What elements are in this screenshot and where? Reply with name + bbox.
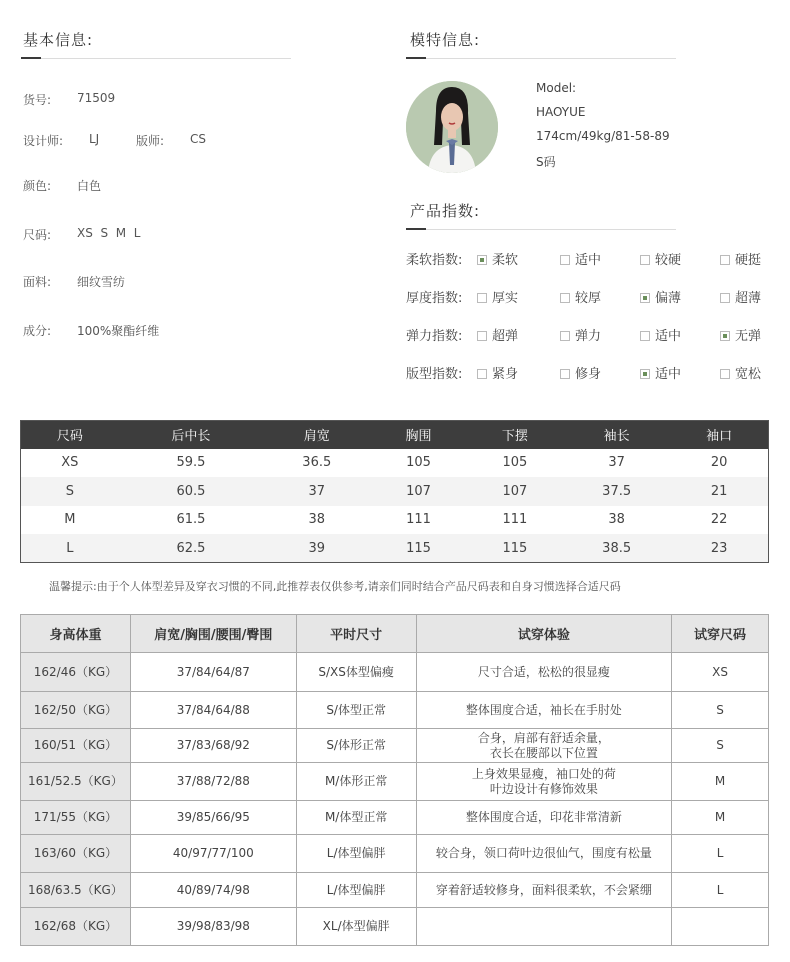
table-row xyxy=(21,506,769,535)
sizes-value: XS S M L xyxy=(77,226,141,240)
table-cell: 168/63.5（KG） xyxy=(21,873,131,908)
size-table-header xyxy=(21,421,769,449)
table-cell: 38 xyxy=(308,512,326,528)
table-cell: 40/97/77/100 xyxy=(130,835,296,873)
index-option-label: 硬挺 xyxy=(735,253,762,268)
checked-box-icon xyxy=(477,255,487,265)
table-cell: 39/85/66/95 xyxy=(130,801,296,835)
table-cell: 37 xyxy=(263,477,370,506)
table-row xyxy=(21,801,769,835)
table-cell xyxy=(416,908,672,946)
index-option-label: 较厚 xyxy=(575,291,602,306)
basic-info-title: 基本信息: xyxy=(23,31,94,49)
table-cell: 59.5 xyxy=(176,455,206,471)
index-row-label: 弹力指数: xyxy=(406,329,463,344)
size-table-header-cell: 尺码 xyxy=(21,421,119,449)
unchecked-box-icon xyxy=(720,369,730,379)
table-row xyxy=(21,835,769,873)
index-option-label: 宽松 xyxy=(735,367,762,382)
table-cell: 107 xyxy=(370,477,466,506)
try-on-header-cell: 肩宽/胸围/腰围/臀围 xyxy=(130,615,296,653)
table-cell: 40/89/74/98 xyxy=(130,873,296,908)
unchecked-box-icon xyxy=(640,255,650,265)
color-value: 白色 xyxy=(77,179,102,193)
index-option-label: 超弹 xyxy=(492,329,519,344)
unchecked-box-icon xyxy=(560,293,570,303)
table-cell: 37/84/64/87 xyxy=(130,653,296,692)
table-cell xyxy=(416,801,672,835)
composition-value: 100%聚酯纤维 xyxy=(77,324,160,338)
color-label: 颜色: xyxy=(23,179,52,193)
table-cell: 162/50（KG） xyxy=(21,692,131,729)
unchecked-box-icon xyxy=(560,255,570,265)
product-index-divider xyxy=(406,229,676,230)
table-cell: M/体型正常 xyxy=(296,801,416,835)
size-tip: 温馨提示:由于个人体型差异及穿衣习惯的不同,此推荐表仅供参考,请亲们同时结合产品尺码表和自身习惯选择合适尺码 xyxy=(49,580,621,593)
try-on-feedback-line: 合身，肩部有舒适余量， xyxy=(477,730,610,745)
table-row xyxy=(21,534,769,563)
size-table-header-cell: 肩宽 xyxy=(263,421,370,449)
unchecked-box-icon xyxy=(720,255,730,265)
table-cell: 105 xyxy=(406,455,431,471)
model-name: HAOYUE xyxy=(536,105,586,119)
basic-info-divider xyxy=(21,58,291,59)
unchecked-box-icon xyxy=(477,369,487,379)
table-cell: 37 xyxy=(608,455,625,471)
size-table xyxy=(20,420,769,563)
model-measurements: 174cm/49kg/81-58-89 xyxy=(536,129,670,143)
index-option-label: 无弹 xyxy=(735,329,762,344)
table-row xyxy=(21,729,769,763)
index-option xyxy=(640,249,681,268)
item-no-value: 71509 xyxy=(77,91,116,105)
size-table-header-cell: 袖口 xyxy=(670,421,768,449)
designer-value: LJ xyxy=(89,132,100,146)
table-cell: 111 xyxy=(406,512,431,528)
table-cell: 37/88/72/88 xyxy=(130,763,296,801)
index-option-label: 紧身 xyxy=(492,367,519,382)
index-option xyxy=(720,325,761,344)
unchecked-box-icon xyxy=(720,293,730,303)
try-on-feedback-line: 整体围度合适，印花非常清新 xyxy=(465,810,622,824)
table-cell: L xyxy=(21,534,119,563)
try-on-feedback-line: 上身效果显瘦，袖口处的荷 xyxy=(471,766,616,781)
unchecked-box-icon xyxy=(477,293,487,303)
table-cell: 162/68（KG） xyxy=(21,908,131,946)
table-cell: XS xyxy=(672,653,769,692)
sizes-label: 尺码: xyxy=(23,228,52,242)
table-cell: 37/83/68/92 xyxy=(130,729,296,763)
index-row-label: 版型指数: xyxy=(406,367,463,382)
checked-box-icon xyxy=(640,293,650,303)
table-cell: 37.5 xyxy=(563,477,670,506)
table-cell: 38.5 xyxy=(563,534,670,563)
checked-box-icon xyxy=(720,331,730,341)
unchecked-box-icon xyxy=(560,331,570,341)
table-cell: 115 xyxy=(370,534,466,563)
index-option-label: 适中 xyxy=(575,253,602,268)
try-on-header-cell: 试穿体验 xyxy=(416,615,672,653)
table-cell: XL/体型偏胖 xyxy=(296,908,416,946)
index-option xyxy=(477,287,518,306)
index-row xyxy=(406,363,776,381)
table-cell: M xyxy=(672,763,769,801)
index-option xyxy=(640,287,681,306)
try-on-feedback-line: 衣长在腰部以下位置 xyxy=(489,745,598,760)
table-cell: 105 xyxy=(502,455,528,471)
size-table-header-cell: 下摆 xyxy=(467,421,563,449)
model-size: S码 xyxy=(536,155,556,169)
table-cell xyxy=(416,873,672,908)
index-option xyxy=(640,363,681,382)
table-cell: S/体形正常 xyxy=(296,729,416,763)
try-on-header-cell: 平时尺寸 xyxy=(296,615,416,653)
table-cell: 160/51（KG） xyxy=(21,729,131,763)
table-row xyxy=(21,873,769,908)
model-photo xyxy=(406,81,498,173)
size-table-header-cell: 胸围 xyxy=(370,421,466,449)
table-row xyxy=(21,477,769,506)
composition-label: 成分: xyxy=(23,324,52,338)
fabric-label: 面料: xyxy=(23,275,52,289)
index-option xyxy=(560,249,601,268)
index-option-label: 适中 xyxy=(655,329,682,344)
table-cell xyxy=(416,729,672,763)
table-cell xyxy=(416,653,672,692)
index-row-label: 厚度指数: xyxy=(406,291,463,306)
table-cell: S xyxy=(21,477,119,506)
index-option xyxy=(640,325,681,344)
index-option xyxy=(477,249,518,268)
table-cell: M xyxy=(672,801,769,835)
index-option-label: 较硬 xyxy=(655,253,682,268)
table-cell xyxy=(416,835,672,873)
index-option xyxy=(560,363,601,382)
unchecked-box-icon xyxy=(560,369,570,379)
index-option xyxy=(720,249,761,268)
table-cell: XS xyxy=(61,455,79,471)
table-cell xyxy=(416,692,672,729)
table-cell xyxy=(672,908,769,946)
try-on-feedback-line: 整体围度合适，袖长在手肘处 xyxy=(465,702,622,717)
table-cell: 20 xyxy=(710,455,728,471)
try-on-feedback-line: 穿着舒适较修身，面料很柔软，不会紧绷 xyxy=(435,882,652,897)
model-label: Model: xyxy=(536,81,577,95)
table-cell: 61.5 xyxy=(176,512,206,528)
table-row xyxy=(21,908,769,946)
model-info-title: 模特信息: xyxy=(410,31,481,49)
index-option xyxy=(477,325,518,344)
index-option-label: 弹力 xyxy=(575,329,602,344)
fabric-value: 细纹雪纺 xyxy=(77,275,126,289)
try-on-feedback-line: 叶边设计有修饰效果 xyxy=(489,781,598,796)
table-cell: 111 xyxy=(502,512,528,528)
table-cell: 22 xyxy=(710,512,728,528)
size-table-header-cell: 袖长 xyxy=(563,421,670,449)
try-on-table xyxy=(20,614,769,946)
checked-box-icon xyxy=(640,369,650,379)
table-row xyxy=(21,692,769,729)
item-no-label: 货号: xyxy=(23,93,52,107)
table-cell: L/体型偏胖 xyxy=(296,835,416,873)
size-table-header-cell: 后中长 xyxy=(119,421,263,449)
index-option xyxy=(560,325,601,344)
table-cell: 21 xyxy=(670,477,768,506)
table-cell: S/XS体型偏瘦 xyxy=(296,653,416,692)
designer-label: 设计师: xyxy=(23,134,64,148)
table-row xyxy=(21,449,769,478)
pattern-maker-label: 版师: xyxy=(136,134,165,148)
table-cell: 39/98/83/98 xyxy=(130,908,296,946)
pattern-maker-value: CS xyxy=(190,132,206,146)
table-cell: 37/84/64/88 xyxy=(130,692,296,729)
index-option xyxy=(720,363,761,382)
model-info-divider xyxy=(406,58,676,59)
table-cell: L/体型偏胖 xyxy=(296,873,416,908)
table-cell: 23 xyxy=(670,534,768,563)
index-option-label: 适中 xyxy=(655,367,682,382)
table-cell: S xyxy=(672,692,769,729)
unchecked-box-icon xyxy=(477,331,487,341)
index-option xyxy=(720,287,761,306)
index-option-label: 偏薄 xyxy=(655,291,682,306)
unchecked-box-icon xyxy=(640,331,650,341)
index-option-label: 超薄 xyxy=(735,291,762,306)
index-option-label: 修身 xyxy=(575,367,602,382)
table-cell: 115 xyxy=(467,534,563,563)
table-cell: 162/46（KG） xyxy=(21,653,131,692)
table-cell: 171/55（KG） xyxy=(21,801,131,835)
table-cell: S/体型正常 xyxy=(296,692,416,729)
table-row xyxy=(21,763,769,801)
table-cell: 36.5 xyxy=(302,455,332,471)
table-cell: S xyxy=(672,729,769,763)
table-cell: 38 xyxy=(608,512,625,528)
table-cell: 163/60（KG） xyxy=(21,835,131,873)
try-on-header-cell: 试穿尺码 xyxy=(672,615,769,653)
index-option-label: 厚实 xyxy=(492,291,519,306)
table-cell: 60.5 xyxy=(119,477,263,506)
index-row-label: 柔软指数: xyxy=(406,253,463,268)
table-cell: 107 xyxy=(467,477,563,506)
table-cell: M/体形正常 xyxy=(296,763,416,801)
table-cell: L xyxy=(672,873,769,908)
index-option xyxy=(560,287,601,306)
try-on-feedback-line: 较合身，领口荷叶边很仙气，围度有松量 xyxy=(435,846,652,860)
table-cell: 39 xyxy=(263,534,370,563)
try-on-header-cell: 身高体重 xyxy=(21,615,131,653)
index-row xyxy=(406,249,776,267)
table-cell: L xyxy=(672,835,769,873)
table-cell: 62.5 xyxy=(119,534,263,563)
table-cell: M xyxy=(64,512,76,528)
try-on-table-header xyxy=(21,615,769,653)
table-row xyxy=(21,653,769,692)
product-index-title: 产品指数: xyxy=(410,202,481,220)
index-row xyxy=(406,325,776,343)
table-cell xyxy=(416,763,672,801)
table-cell: 161/52.5（KG） xyxy=(21,763,131,801)
index-row xyxy=(406,287,776,305)
index-option-label: 柔软 xyxy=(492,253,519,268)
index-option xyxy=(477,363,518,382)
try-on-feedback-line: 尺寸合适，松松的很显瘦 xyxy=(477,664,610,679)
